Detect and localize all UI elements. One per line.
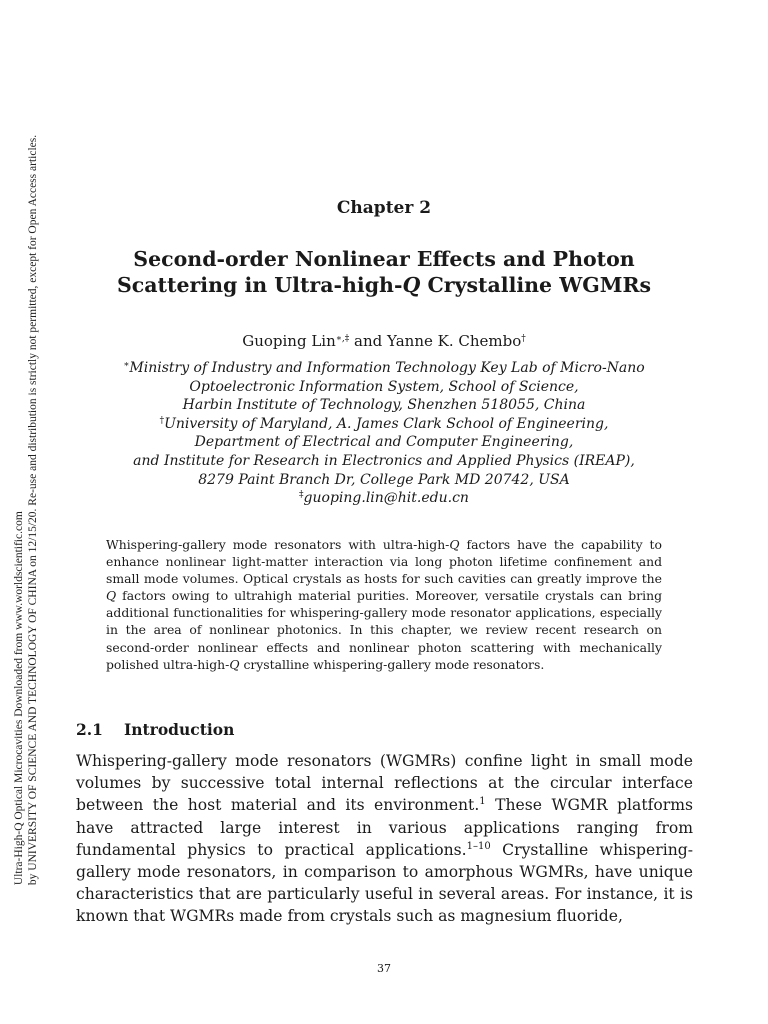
affiliations: [60, 359, 708, 508]
body-text-3: Crystalline whispering-gallery mode resonators, in comparison to amorphous WGMRs, have unique characteristics that are particularly useful in several areas. For instance, it is known that WGMRs made from crystals such as magnesium fluoride,: [76, 840, 693, 926]
title-q-symbol: Q: [402, 273, 421, 297]
title-line1: Second-order Nonlinear Effects and Photon: [133, 247, 635, 271]
body-text-1: Whispering-gallery mode resonators (WGMRs) confine light in small mode volumes by successive total internal reflections at the circular interface between the host material and its environment.: [76, 752, 693, 815]
chapter-title: [60, 246, 708, 298]
email-mark: ‡: [299, 490, 304, 501]
abstract-text-4: crystalline whispering-gallery mode resonators.: [239, 656, 545, 672]
title-line2-part1: Scattering in Ultra-high-: [116, 273, 403, 297]
email-line: [60, 489, 708, 508]
body-paragraph: [76, 750, 693, 928]
affiliation-1-text1: Ministry of Industry and Information Technology Key Lab of Micro-Nano: [129, 360, 645, 376]
body-text-2: These WGMR platforms have attracted large interest in various applications ranging from fundamental physics to practical applications.: [76, 796, 694, 859]
citation-1: 1: [479, 796, 486, 808]
download-notice-line2: by UNIVERSITY OF SCIENCE AND TECHNOLOGY OF CHINA on 12/15/20. Re-use and distribution is strictly not permitted, except for Open Access articles.: [27, 134, 39, 886]
affiliation-2-line4: 8279 Paint Branch Dr, College Park MD 20742, USA: [198, 471, 570, 488]
title-line2: [60, 272, 708, 298]
affiliation-1-line2: Optoelectronic Information System, School of Science,: [189, 378, 579, 395]
abstract-q-3: Q: [229, 656, 240, 672]
affiliation-2-line2: Department of Electrical and Computer Engineering,: [194, 434, 574, 451]
author-2: and Yanne K. Chembo: [349, 332, 522, 350]
abstract: [106, 536, 662, 673]
affiliation-2-line3: and Institute for Research in Electronics and Applied Physics (IREAP),: [133, 452, 635, 469]
download-notice: [0, 0, 52, 1024]
author-list: [0, 332, 768, 350]
affiliation-1-mark: ∗: [123, 360, 130, 370]
abstract-q-2: Q: [106, 588, 117, 604]
section-heading: [76, 720, 234, 739]
author-1-marks: ∗,‡: [335, 334, 350, 344]
affiliation-2-line1: [60, 415, 708, 434]
author-1: Guoping Lin: [242, 332, 336, 350]
citation-2: 1–10: [466, 840, 491, 852]
abstract-text-1: Whispering-gallery mode resonators with ultra-high-: [106, 537, 450, 552]
email-address: guoping.lin@hit.edu.cn: [303, 490, 469, 507]
download-notice-line1: Ultra-High-Q Optical Microcavities Downloaded from www.worldscientific.com: [13, 511, 25, 886]
page-number: 37: [377, 962, 391, 975]
affiliation-1-line3: Harbin Institute of Technology, Shenzhen 518055, China: [182, 397, 586, 414]
section-number: 2.1: [76, 720, 103, 739]
affiliation-2-text1: University of Maryland, A. James Clark School of Engineering,: [164, 415, 609, 432]
affiliation-1-line1: [60, 359, 708, 378]
title-line2-part2: Crystalline WGMRs: [420, 273, 652, 297]
abstract-q-1: Q: [449, 537, 460, 552]
affiliation-2-mark: †: [159, 415, 165, 426]
abstract-text-3: factors owing to ultrahigh material purities. Moreover, versatile crystals can bring additional functionalities for whispering-gallery mode resonator applications, especially in the area of nonlinear photonics. In this chapter, we review recent research on second-order nonlinear effects and nonlinear photon scattering with mechanically polished ultra-high-: [106, 588, 662, 672]
abstract-text-2: factors have the capability to enhance nonlinear light-matter interaction via long photon lifetime confinement and small mode volumes. Optical crystals as hosts for such cavities can greatly improve the: [106, 537, 663, 587]
chapter-label: Chapter 2: [336, 198, 432, 218]
section-title: Introduction: [124, 720, 235, 739]
author-2-marks: †: [521, 334, 526, 344]
